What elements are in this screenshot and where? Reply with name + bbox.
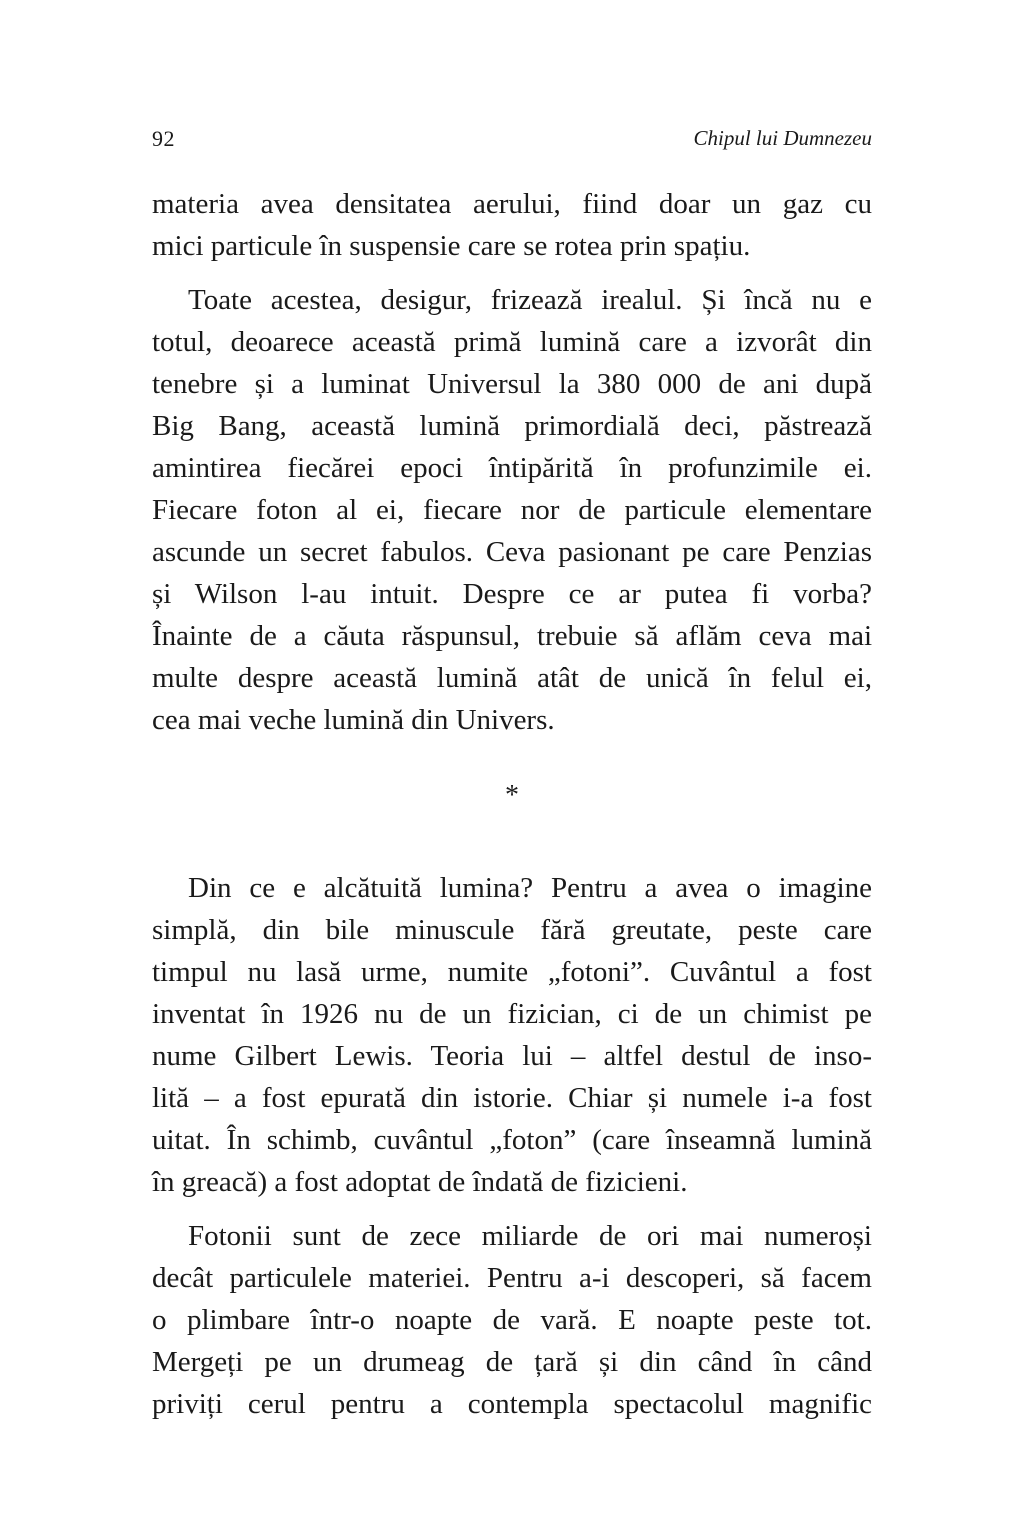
text-line: materia avea densitatea aerului, fiind doar un gaz cu [152,188,872,220]
text-line: Toate acestea, desigur, frizează irealul. Și încă nu e [188,284,872,316]
paragraph [152,1215,872,1425]
text-line: uitat. În schimb, cuvântul „foton” (care înseamnă lumină [152,1124,872,1156]
text-line: ascunde un secret fabulos. Ceva pasionant pe care Penzias [152,536,872,568]
text-line: Fiecare foton al ei, fiecare nor de particule elementare [152,494,872,526]
text-line: Big Bang, această lumină primordială deci, păstrează [152,410,872,442]
text-line: lită – a fost epurată din istorie. Chiar și numele i-a fost [152,1082,872,1114]
text-line: cea mai veche lumină din Univers. [152,704,555,736]
text-line: și Wilson l-au intuit. Despre ce ar putea fi vorba? [152,578,872,610]
paragraph [152,867,872,1203]
paragraph [152,183,872,267]
text-line: Mergeți pe un drumeag de țară și din când în când [152,1346,872,1378]
book-title: Chipul lui Dumnezeu [693,126,872,150]
text-line: mici particule în suspensie care se rotea prin spațiu. [152,230,751,262]
text-line: o plimbare într-o noapte de vară. E noapte peste tot. [152,1304,872,1336]
text-line: Din ce e alcătuită lumina? Pentru a avea o imagine [188,872,872,904]
text-line: amintirea fiecărei epoci întipărită în profunzimile ei. [152,452,872,484]
body-text [152,183,872,1425]
text-line: nume Gilbert Lewis. Teoria lui – altfel destul de inso- [152,1040,872,1072]
text-line: Fotonii sunt de zece miliarde de ori mai numeroși [188,1220,872,1252]
asterisk-glyph: * [505,780,519,811]
text-line: timpul nu lasă urme, numite „fotoni”. Cuvântul a fost [152,956,872,988]
section-separator [152,741,872,867]
text-line: multe despre această lumină atât de unică în felul ei, [152,662,872,694]
text-line: inventat în 1926 nu de un fizician, ci de un chimist pe [152,998,872,1030]
text-line: simplă, din bile minuscule fără greutate, peste care [152,914,872,946]
text-line: Înainte de a căuta răspunsul, trebuie să aflăm ceva mai [152,620,872,652]
running-head [152,126,872,160]
text-line: în greacă) a fost adoptat de îndată de fizicieni. [152,1166,688,1198]
text-line: decât particulele materiei. Pentru a-i descoperi, să facem [152,1262,872,1294]
text-line: tenebre și a luminat Universul la 380 000 de ani după [152,368,872,400]
paragraph [152,279,872,741]
text-line: totul, deoarece această primă lumină care a izvorât din [152,326,872,358]
text-line: priviți cerul pentru a contempla spectacolul magnific [152,1388,872,1420]
page-number: 92 [152,126,175,151]
